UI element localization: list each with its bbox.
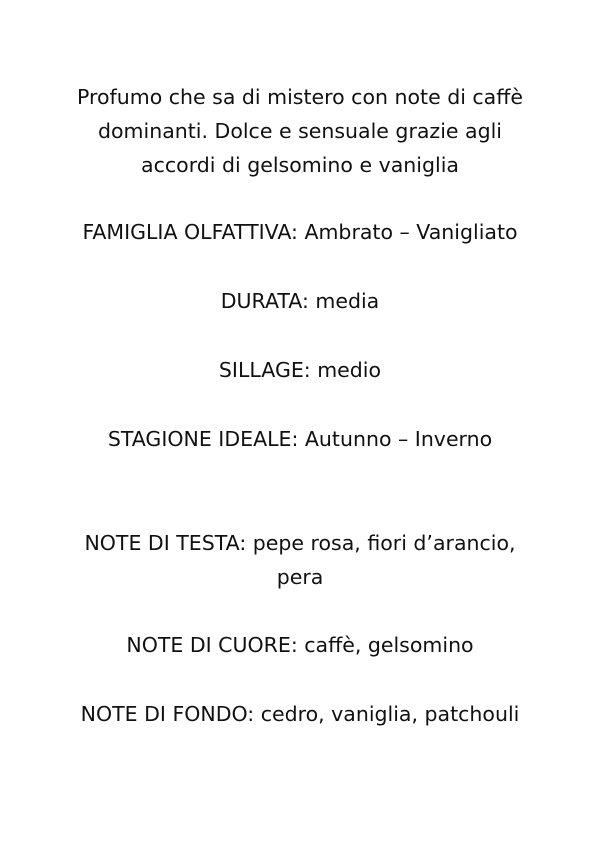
duration: DURATA: media <box>220 289 380 313</box>
sillage: SILLAGE: medio <box>218 358 382 382</box>
top-notes-line: pera <box>276 565 324 589</box>
top-notes-line: NOTE DI TESTA: pepe rosa, fiori d’arancio, <box>84 531 516 555</box>
ideal-season: STAGIONE IDEALE: Autunno – Inverno <box>107 427 493 451</box>
description-line: Profumo che sa di mistero con note di caffè <box>77 85 523 109</box>
perfume-description <box>0 80 600 182</box>
description-line: accordi di gelsomino e vaniglia <box>141 153 459 177</box>
top-notes <box>0 526 600 594</box>
olfactory-family: FAMIGLIA OLFATTIVA: Ambrato – Vanigliato <box>82 220 518 244</box>
heart-notes: NOTE DI CUORE: caffè, gelsomino <box>126 633 474 657</box>
base-notes: NOTE DI FONDO: cedro, vaniglia, patchouli <box>80 702 520 726</box>
description-line: dominanti. Dolce e sensuale grazie agli <box>98 119 502 143</box>
